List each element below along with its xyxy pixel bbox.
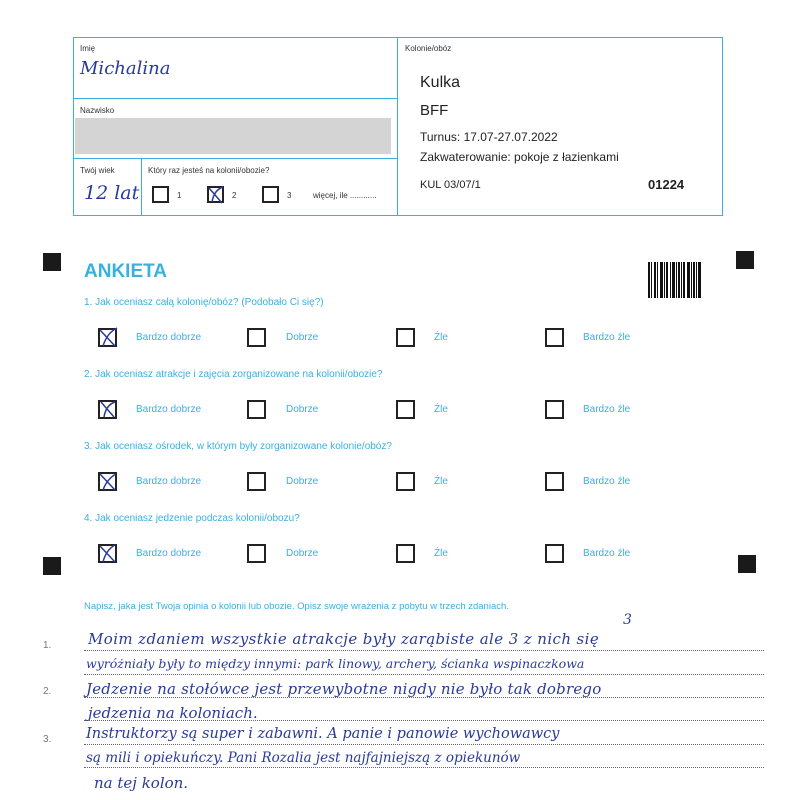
check-mark-icon xyxy=(95,541,121,565)
q4-dobrze-checkbox[interactable] xyxy=(247,544,266,563)
q4-zle-checkbox[interactable] xyxy=(396,544,415,563)
line-number-3: 3. xyxy=(43,734,52,745)
kolonie-label: Kolonie/obóz xyxy=(405,44,452,53)
check-mark-icon xyxy=(95,325,121,349)
handwriting-line-7: na tej kolon. xyxy=(94,774,189,792)
visit-3-label: 3 xyxy=(287,191,292,200)
check-mark-icon xyxy=(95,397,121,421)
q1-option-bardzo-zle: Bardzo źle xyxy=(583,332,631,343)
visit-2-label: 2 xyxy=(232,191,237,200)
q2-option-bardzo-zle: Bardzo źle xyxy=(583,404,631,415)
q3-option-zle: Źle xyxy=(434,476,448,487)
q2-option-dobrze: Dobrze xyxy=(286,404,319,415)
visit-more-label: więcej, ile ............ xyxy=(313,191,377,200)
camp-code: KUL 03/07/1 xyxy=(420,179,481,191)
q4-option-bardzo-dobrze: Bardzo dobrze xyxy=(136,548,202,559)
handwriting-line-1: Moim zdaniem wszystkie atrakcje były zarąbiste ale 3 z nich się xyxy=(88,630,600,648)
divider xyxy=(73,98,398,99)
handwriting-line-4: jedzenia na koloniach. xyxy=(88,704,258,722)
check-mark-icon xyxy=(95,469,121,493)
q3-option-bardzo-zle: Bardzo źle xyxy=(583,476,631,487)
handwriting-line-6: są mili i opiekuńczy. Pani Rozalia jest najfajniejszą z opiekunów xyxy=(86,750,521,766)
q2-zle-checkbox[interactable] xyxy=(396,400,415,419)
q1-zle-checkbox[interactable] xyxy=(396,328,415,347)
kolonie-sub: BFF xyxy=(420,102,449,119)
q4-option-zle: Źle xyxy=(434,548,448,559)
visit-1-checkbox[interactable] xyxy=(152,186,169,203)
q4-option-bardzo-zle: Bardzo źle xyxy=(583,548,631,559)
zakwaterowanie-text: Zakwaterowanie: pokoje z łazienkami xyxy=(420,150,619,164)
opinion-prompt: Napisz, jaka jest Twoja opinia o kolonii lub obozie. Opisz swoje wrażenia z pobytu w trzech zdaniach. xyxy=(84,601,509,612)
handwriting-line-5: Instruktorzy są super i zabawni. A panie i panowie wychowawcy xyxy=(86,726,560,742)
kolonie-name: Kulka xyxy=(420,74,461,91)
q1-option-bardzo-dobrze: Bardzo dobrze xyxy=(136,332,202,343)
writing-line xyxy=(84,744,764,745)
barcode-icon xyxy=(648,262,701,298)
handwriting-line-3: Jedzenie na stołówce jest przewybotne nigdy nie było tak dobrego xyxy=(86,680,602,698)
visit-3-checkbox[interactable] xyxy=(262,186,279,203)
handwriting-line-2: wyróżniały były to między innymi: park linowy, archery, ścianka wspinaczkowa xyxy=(86,656,585,671)
line-number-2: 2. xyxy=(43,686,52,697)
nazwisko-redacted xyxy=(75,118,391,154)
handwriting-superscript: 3 xyxy=(623,612,632,628)
q1-option-zle: Źle xyxy=(434,332,448,343)
q2-option-bardzo-dobrze: Bardzo dobrze xyxy=(136,404,202,415)
q3-option-bardzo-dobrze: Bardzo dobrze xyxy=(136,476,202,487)
writing-line xyxy=(84,674,764,675)
divider xyxy=(73,158,398,159)
q3-dobrze-checkbox[interactable] xyxy=(247,472,266,491)
ktory-raz-label: Który raz jesteś na kolonii/obozie? xyxy=(148,166,270,175)
q1-dobrze-checkbox[interactable] xyxy=(247,328,266,347)
imie-label: Imię xyxy=(80,44,96,53)
nazwisko-label: Nazwisko xyxy=(80,106,115,115)
q2-option-zle: Źle xyxy=(434,404,448,415)
form-number: 01224 xyxy=(648,177,685,192)
ankieta-title: ANKIETA xyxy=(84,261,168,282)
line-number-1: 1. xyxy=(43,640,52,651)
question-4: 4. Jak oceniasz jedzenie podczas kolonii/obozu? xyxy=(84,513,300,524)
q1-bardzo-zle-checkbox[interactable] xyxy=(545,328,564,347)
registration-mark xyxy=(43,253,61,271)
q4-bardzo-zle-checkbox[interactable] xyxy=(545,544,564,563)
q2-dobrze-checkbox[interactable] xyxy=(247,400,266,419)
q1-option-dobrze: Dobrze xyxy=(286,332,319,343)
divider xyxy=(141,158,142,216)
wiek-value[interactable]: 12 lat xyxy=(84,182,140,204)
q2-bardzo-zle-checkbox[interactable] xyxy=(545,400,564,419)
question-3: 3. Jak oceniasz ośrodek, w którym były zorganizowane kolonie/obóz? xyxy=(84,441,392,452)
visit-1-label: 1 xyxy=(177,191,182,200)
turnus-text: Turnus: 17.07-27.07.2022 xyxy=(420,130,558,144)
q4-option-dobrze: Dobrze xyxy=(286,548,319,559)
question-1: 1. Jak oceniasz całą kolonię/obóz? (Podobało Ci się?) xyxy=(84,297,324,308)
wiek-label: Twój wiek xyxy=(80,166,115,175)
q3-option-dobrze: Dobrze xyxy=(286,476,319,487)
check-mark-icon xyxy=(204,184,228,206)
writing-line xyxy=(84,650,764,651)
q3-bardzo-zle-checkbox[interactable] xyxy=(545,472,564,491)
registration-mark xyxy=(738,555,756,573)
question-2: 2. Jak oceniasz atrakcje i zajęcia zorganizowane na kolonii/obozie? xyxy=(84,369,383,380)
registration-mark xyxy=(736,251,754,269)
registration-mark xyxy=(43,557,61,575)
q3-zle-checkbox[interactable] xyxy=(396,472,415,491)
imie-value[interactable]: Michalina xyxy=(80,58,171,79)
writing-line xyxy=(84,767,764,768)
